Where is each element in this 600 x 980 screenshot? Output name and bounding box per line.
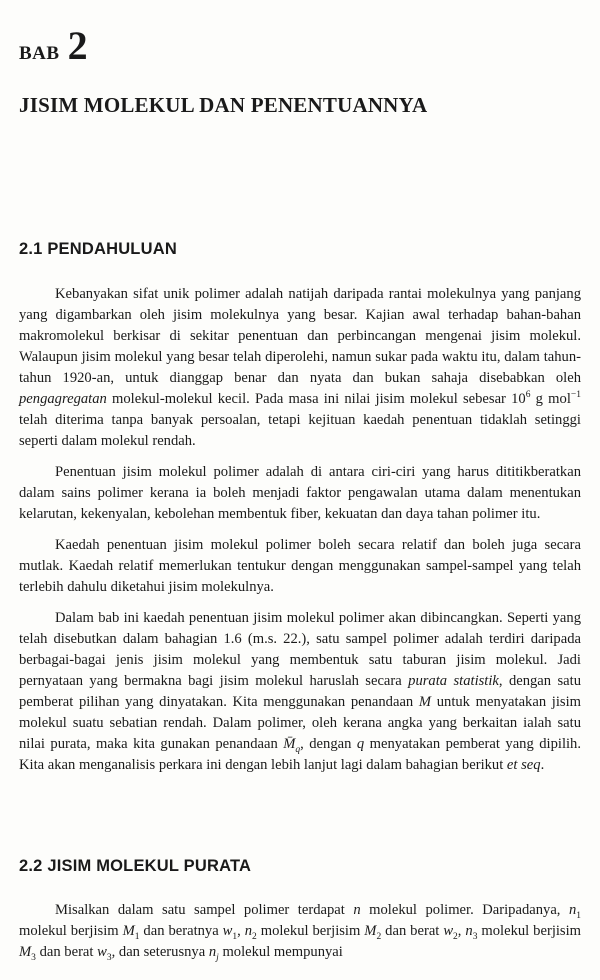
paragraph: Dalam bab ini kaedah penentuan jisim molekul polimer akan dibincangkan. Seperti yang telah disebutkan dalam bahagian 1.6 (m.s. 22.), satu sampel polimer adalah terdiri daripada berbagai-bagai jenis jisim molekul yang membentuk satu taburan jisim molekul. Jadi pernyataan yang bermakna bagi jisim molekul haruslah secara purata statistik, dengan satu pemberat pilihan yang dinyatakan. Kita menggunakan penandaan M untuk menyatakan jisim molekul suatu sebatian rendah. Dalam polimer, oleh kerana angka yang berkaitan ialah satu nilai purata, maka kita gunakan penandaan $M̄_q$, dengan q menyatakan pemberat yang dipilih. Kita akan menganalisis perkara ini dengan lebih lanjut lagi dalam bahagian berikut et seq. (19, 610, 582, 773)
paragraph: Kebanyakan sifat unik polimer adalah natijah daripada rantai molekulnya yang panjang yang digambarkan oleh jisim molekulnya yang besar. Kajian awal terhadap bahan-bahan makromolekul berkisar di sekitar penentuan dan perbincangan mengenai jisim molekul. Walaupun jisim molekul yang besar telah diperolehi, namun sukar pada waktu itu, dalam tahun-tahun 1920-an, untuk dianggap benar dan nyata dan bukan sahaja disebabkan oleh pengagregatan molekul-molekul kecil. Pada masa ini nilai jisim molekul sebesar $10^6$ g mol$^{-1}$ telah diterima tanpa banyak persoalan, tetapi kejituan kaedah penentuan tidaklah setinggi seperti dalam molekul rendah. (19, 286, 581, 449)
paragraph: Kaedah penentuan jisim molekul polimer boleh secara relatif dan boleh juga secara mutlak. Kaedah relatif memerlukan tentukur dengan menggunakan sampel-sampel yang telah terlebih dahulu diketahui jisim molekulnya. (19, 537, 581, 595)
section-heading: 2.1 PENDAHULUAN (19, 240, 177, 258)
section-body (19, 900, 581, 963)
chapter-number: 2 (67, 23, 88, 68)
chapter-label: BAB (19, 43, 60, 64)
paragraph: Misalkan dalam satu sampel polimer terdapat n molekul polimer. Daripadanya, $n_1$ molekul berjisim $M_1$ dan beratnya $w_1$, $n_2$ molekul berjisim $M_2$ dan berat $w_2$, $n_3$ molekul berjisim $M_3$ dan berat $w_3$, dan seterusnya $n_j$ molekul mempunyai (19, 902, 582, 963)
paragraph: Penentuan jisim molekul polimer adalah di antara ciri-ciri yang harus dititikberatkan dalam sains polimer kerana ia boleh menjadi faktor pengawalan utama dalam menentukan kelarutan, kekenyalan, kebolehan membentuk fiber, kekuatan dan daya tahan polimer itu. (19, 464, 581, 522)
section-heading: 2.2 JISIM MOLEKUL PURATA (19, 857, 252, 875)
section-body (19, 284, 581, 786)
chapter-header (19, 23, 88, 68)
chapter-title: JISIM MOLEKUL DAN PENENTUANNYA (19, 93, 428, 117)
